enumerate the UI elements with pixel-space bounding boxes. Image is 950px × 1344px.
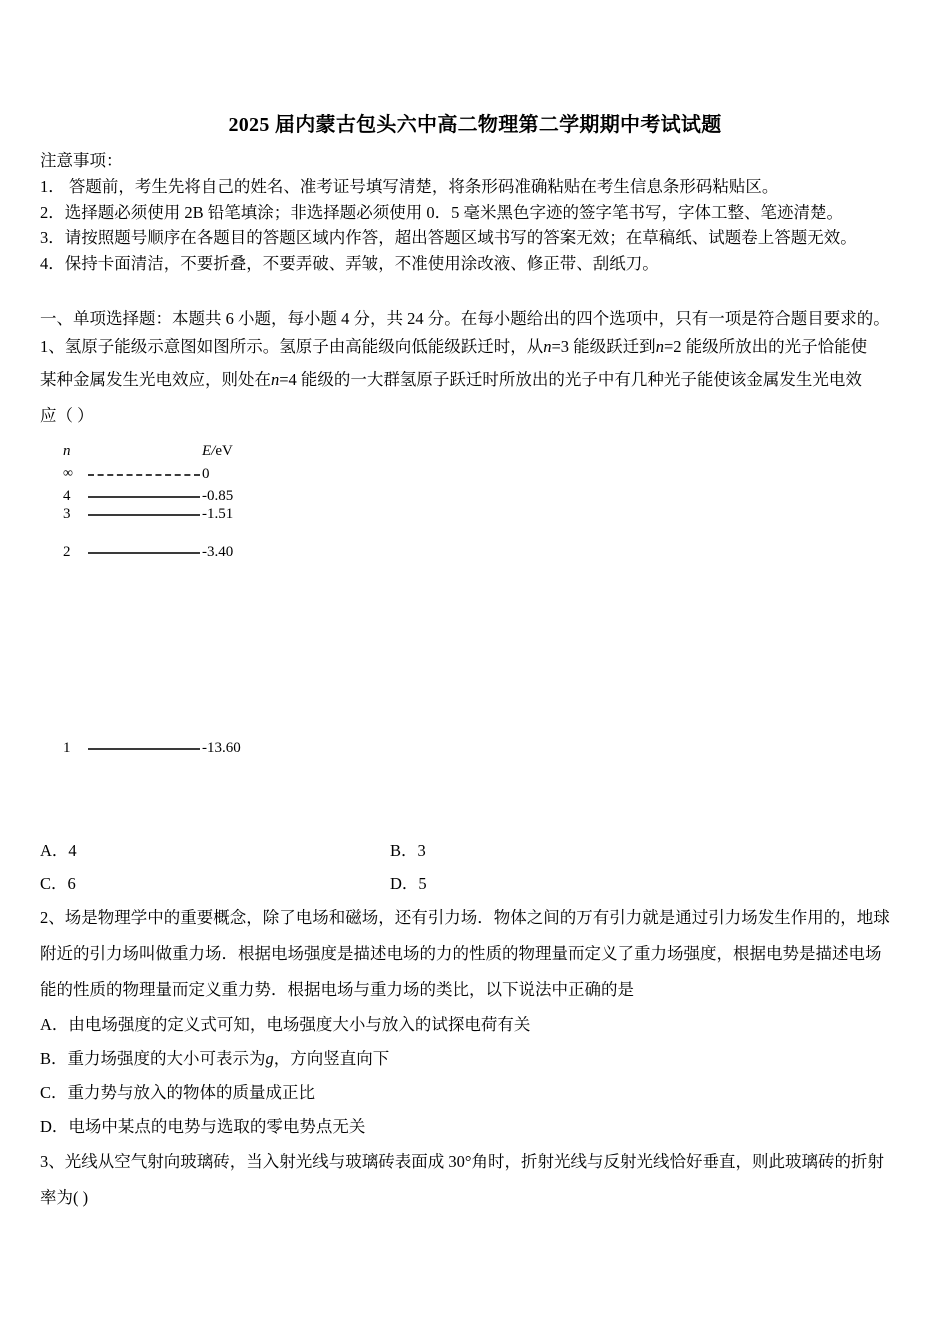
question-2-option-c[interactable] — [40, 1076, 918, 1110]
section-heading-multiple-choice: 一、单项选择题：本题共 6 小题，每小题 4 分，共 24 分。在每小题给出的四个选项中，只有一项是符合题目要求的。 — [40, 309, 890, 328]
energy-level-n-1-line — [88, 748, 200, 750]
question-2-option-a[interactable] — [40, 1008, 918, 1042]
energy-level-n-3-line — [88, 514, 200, 516]
question-2-option-d-label: D． — [40, 1117, 69, 1136]
question-1-stem-line2-b: =4 能级的一大群氢原子跃迁时所放出的光子中有几种光子能使该金属发生光电效 — [279, 370, 862, 389]
question-1-var-n-1: n — [543, 337, 552, 356]
question-1-option-a-text: 4 — [68, 841, 77, 860]
notice-heading: 注意事项： — [40, 151, 123, 170]
page-title: 2025 届内蒙古包头六中高二物理第二学期期中考试试题 — [228, 114, 722, 136]
question-1-option-c[interactable] — [40, 867, 390, 900]
question-1-stem-text-a: 氢原子能级示意图如图所示。氢原子由高能级向低能级跃迁时，从 — [64, 337, 544, 356]
question-3-stem-line-1 — [40, 1144, 918, 1180]
question-1-var-n-2: n — [655, 337, 664, 356]
question-1-option-a[interactable] — [40, 834, 390, 867]
question-1-option-a-label: A． — [40, 841, 69, 860]
diagram-energy-axis-label — [202, 443, 233, 460]
diagram-energy-axis-label-italic: E/ — [202, 443, 216, 459]
question-2-option-d-text: 电场中某点的电势与选取的零电势点无关 — [68, 1117, 366, 1136]
energy-level-n-4 — [55, 487, 355, 505]
energy-level-n-3-n: 3 — [63, 506, 71, 522]
question-1-option-c-label: C． — [40, 874, 68, 893]
spacer — [40, 276, 918, 306]
energy-level-n-2-line — [88, 552, 200, 554]
question-2-option-b-text-a: 重力场强度的大小可表示为 — [67, 1049, 266, 1068]
energy-level-n-2-value: -3.40 — [202, 544, 234, 560]
question-2-stem-text-1: 场是物理学中的重要概念，除了电场和磁场，还有引力场．物体之间的万有引力就是通过引力场发生作用的，地球 — [64, 908, 890, 927]
question-2-stem-line-1 — [40, 900, 918, 936]
question-3-stem-line-2: 率为( ) — [40, 1188, 89, 1207]
question-1-var-n-3: n — [271, 370, 280, 389]
energy-level-n-4-value: -0.85 — [202, 488, 234, 504]
question-1-number: 1、 — [40, 337, 65, 356]
energy-level-n-2 — [55, 543, 355, 561]
energy-level-n-infinity — [55, 465, 355, 483]
question-2-option-b-text-b: ，方向竖直向下 — [273, 1049, 390, 1068]
question-2-option-a-label: A． — [40, 1015, 69, 1034]
notice-item-1: 1． 答题前，考生先将自己的姓名、准考证号填写清楚，将条形码准确粘贴在考生信息条形码粘贴区。 — [40, 177, 779, 196]
energy-level-n-1-n: 1 — [63, 740, 71, 756]
energy-level-n-infinity-line — [88, 474, 200, 476]
question-3-number: 3、 — [40, 1152, 65, 1171]
question-2-number: 2、 — [40, 908, 65, 927]
question-1-option-d-label: D． — [390, 874, 419, 893]
question-1-stem-text-c: =2 能级所放出的光子恰能使 — [663, 337, 868, 356]
question-1-option-b-text: 3 — [417, 841, 426, 860]
question-2-option-a-text: 由电场强度的定义式可知，电场强度大小与放入的试探电荷有关 — [68, 1015, 531, 1034]
diagram-n-axis-label: n — [63, 443, 71, 459]
question-2-var-g: g — [265, 1049, 274, 1068]
question-2-option-b-label: B． — [40, 1049, 68, 1068]
energy-level-n-3 — [55, 505, 355, 523]
question-1-option-b-label: B． — [390, 841, 418, 860]
question-1-stem-line-2 — [40, 362, 918, 398]
notice-item-3: 3．请按照题号顺序在各题目的答题区域内作答，超出答题区域书写的答案无效；在草稿纸、试题卷上答题无效。 — [40, 228, 857, 247]
question-3-stem-text-1: 光线从空气射向玻璃砖，当入射光线与玻璃砖表面成 30°角时，折射光线与反射光线恰好垂直，则此玻璃砖的折射 — [64, 1152, 884, 1171]
question-2-option-b[interactable] — [40, 1042, 918, 1076]
question-1-stem-line-1 — [40, 332, 918, 362]
question-1-option-d[interactable] — [390, 867, 740, 900]
energy-level-n-1 — [55, 739, 355, 757]
question-2-option-d[interactable] — [40, 1110, 918, 1144]
question-2-stem-line-3: 能的性质的物理量而定义重力势．根据电场与重力场的类比，以下说法中正确的是 — [40, 980, 634, 999]
energy-level-n-4-n: 4 — [63, 488, 71, 504]
question-1-stem-line-3: 应（ ） — [40, 406, 94, 425]
question-2-option-c-text: 重力势与放入的物体的质量成正比 — [67, 1083, 316, 1102]
question-2-option-c-label: C． — [40, 1083, 68, 1102]
notice-item-2: 2．选择题必须使用 2B 铅笔填涂；非选择题必须使用 0．5 毫米黑色字迹的签字笔书写，字体工整、笔迹清楚。 — [40, 202, 844, 222]
energy-level-n-4-line — [88, 496, 200, 498]
hydrogen-energy-level-diagram — [55, 443, 355, 773]
question-1-options-row-2 — [40, 867, 918, 900]
notice-item-4: 4．保持卡面清洁，不要折叠，不要弄破、弄皱，不准使用涂改液、修正带、刮纸刀。 — [40, 253, 659, 273]
energy-level-n-infinity-n: ∞ — [63, 466, 73, 481]
question-1-stem-line2-a: 某种金属发生光电效应，则处在 — [40, 370, 271, 389]
question-2-stem-line-2: 附近的引力场叫做重力场．根据电场强度是描述电场的力的性质的物理量而定义了重力场强度，根据电势是描述电场 — [40, 944, 882, 963]
energy-level-n-2-n: 2 — [63, 544, 71, 560]
diagram-energy-axis-label-unit: eV — [215, 443, 233, 459]
energy-level-n-1-value: -13.60 — [202, 740, 241, 756]
question-1-options-row-1 — [40, 834, 918, 867]
question-1-option-b[interactable] — [390, 834, 740, 867]
question-1-stem-text-b: =3 能级跃迁到 — [551, 337, 656, 356]
question-1-option-c-text: 6 — [67, 874, 76, 893]
energy-level-n-infinity-value: 0 — [202, 466, 210, 482]
energy-level-n-3-value: -1.51 — [202, 506, 234, 522]
question-1-option-d-text: 5 — [418, 874, 427, 893]
